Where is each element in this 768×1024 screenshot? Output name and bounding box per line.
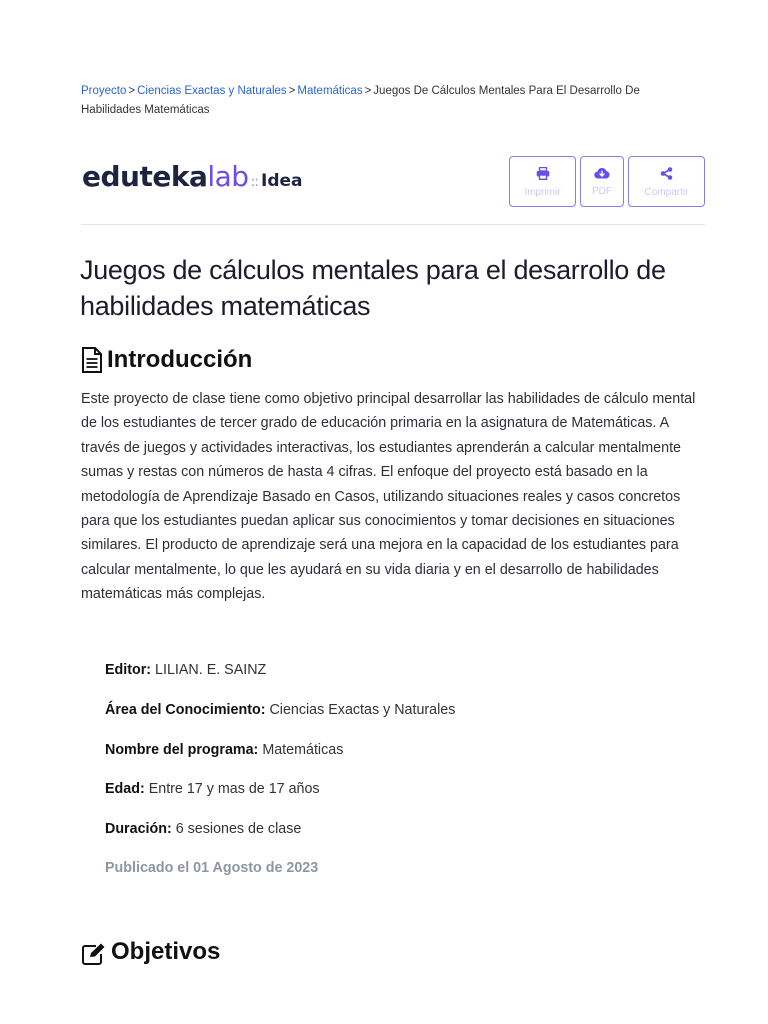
- area-value: Ciencias Exactas y Naturales: [269, 702, 456, 718]
- program-label: Nombre del programa:: [105, 742, 259, 758]
- print-label: Imprimir: [524, 187, 561, 198]
- program-row: [105, 742, 343, 758]
- share-icon: [660, 167, 673, 180]
- duration-row: [105, 821, 301, 837]
- age-label: Edad:: [105, 781, 145, 797]
- page-title: Juegos de cálculos mentales para el desarrollo de habilidades matemáticas: [80, 255, 666, 321]
- pdf-button[interactable]: [580, 156, 624, 207]
- age-value: Entre 17 y mas de 17 años: [148, 781, 320, 797]
- breadcrumb-separator: >: [128, 85, 136, 97]
- program-value: Matemáticas: [262, 742, 344, 758]
- pdf-label: PDF: [592, 186, 612, 197]
- duration-value: 6 sesiones de clase: [175, 821, 302, 837]
- edit-icon: [81, 942, 107, 966]
- area-label: Área del Conocimiento:: [105, 702, 266, 718]
- logo-text-eduteka: eduteka: [82, 160, 208, 193]
- breadcrumb-link-proyecto[interactable]: Proyecto: [81, 85, 127, 97]
- published-date: Publicado el 01 Agosto de 2023: [105, 860, 319, 876]
- logo-dots: ::: [250, 174, 259, 190]
- edutekalab-logo[interactable]: [82, 160, 303, 200]
- header-divider: [81, 224, 705, 225]
- cloud-download-icon: [594, 167, 610, 179]
- breadcrumb-link-area[interactable]: Ciencias Exactas y Naturales: [137, 85, 287, 97]
- logo-text-idea: Idea: [261, 171, 303, 191]
- share-button[interactable]: [628, 156, 705, 207]
- objectives-heading: [81, 938, 220, 966]
- introduction-heading: [81, 346, 252, 374]
- editor-row: [105, 662, 266, 678]
- breadcrumb-separator: >: [364, 85, 372, 97]
- breadcrumb-separator: >: [288, 85, 296, 97]
- printer-icon: [536, 167, 550, 180]
- area-row: [105, 702, 455, 718]
- duration-label: Duración:: [105, 821, 172, 837]
- document-icon: [81, 346, 103, 374]
- print-button[interactable]: [509, 156, 576, 207]
- breadcrumb-current: Juegos De Cálculos Mentales Para El Desarrollo De Habilidades Matemáticas: [81, 85, 640, 116]
- introduction-heading-text: Introducción: [107, 346, 253, 373]
- share-label: Compartir: [644, 187, 689, 198]
- breadcrumb: [81, 82, 681, 120]
- breadcrumb-link-program[interactable]: Matemáticas: [297, 85, 363, 97]
- objectives-heading-text: Objetivos: [111, 938, 221, 965]
- age-row: [105, 781, 320, 797]
- editor-value: LILIAN. E. SAINZ: [155, 662, 267, 678]
- introduction-text: Este proyecto de clase tiene como objetivo principal desarrollar las habilidades de cálculo mental de los estudiantes de tercer grado de educación primaria en la asignatura de Matemáticas. A través de juegos y actividades interactivas, los estudiantes aprenderán a calcular mentalmente sumas y restas con números de hasta 4 cifras. El enfoque del proyecto está basado en la metodología de Aprendizaje Basado en Casos, utilizando situaciones reales y casos concretos para que los estudiantes puedan aplicar sus conocimientos y tomar decisiones en situaciones similares. El producto de aprendizaje será una mejora en la capacidad de los estudiantes para calcular mentalmente, lo que les ayudará en su vida diaria y en el desarrollo de habilidades matemáticas más complejas.: [81, 391, 696, 603]
- logo-text-lab: lab: [207, 160, 249, 193]
- editor-label: Editor:: [105, 662, 152, 678]
